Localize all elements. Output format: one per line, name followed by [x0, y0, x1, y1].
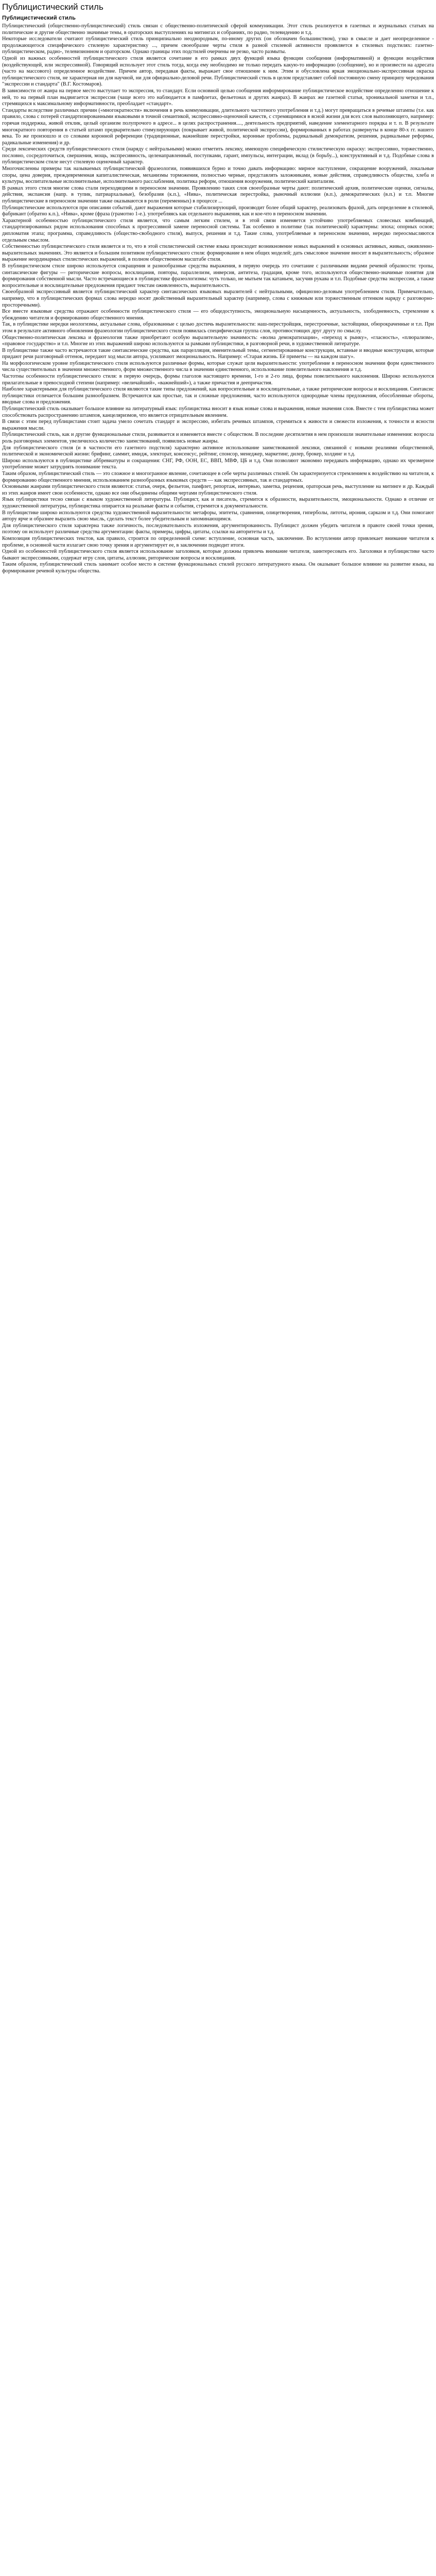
paragraph: Для публицистического стиля характерна также логичность, последовательность изложения, аргументированность. Публицист должен убедить читателя в правоте своей точки зрения, поэтому он использует различные средства аргументации: факты, примеры, цифры, цитаты, ссылки на авторитеты и т.д.: [2, 522, 434, 535]
page-title: Публицистический стиль: [2, 2, 103, 12]
paragraph: В зависимости от жанра на первое место выступает то экспрессия, то стандарт. Если основной целью сообщения информирование публицистическое воздействие определенно отношение к ней, то на первый план выдвигается экспрессия (чаще всего это наблюдается в памфлетах, фельетонах и других жанрах). В жанрах же газетной статьи, хроникальной заметки и т.п., стремящихся к максимальному информативности, преобладает «стандарт».: [2, 88, 434, 107]
article-body: [2, 23, 434, 574]
paragraph: В публицистическом стиле широко используется сокращения и разнообразные средства выражения, в первую очередь это сочетание с различными видами речевой образности: тропы, синтаксические фигуры — риторические вопросы, восклицания, повторы, параллелизм, инверсия, антитеза, градация, кроме того, используются общественно-значимые понятия для формирования собственной мысли. Часто встречающиеся в публицистике фразеологизмы: чуть только, не мытьем так катаньем, засучив рукава и т.п. Подобные средства экспрессии, а также вопросительные и восклицательные предложения придают текстам оживленность, выразительность.: [2, 263, 434, 289]
paragraph: Публицистический (общественно-публицистический) стиль связан с общественно-политической сферой коммуникации. Этот стиль реализуется в газетных и журнальных статьях на политические и другие общественно значимые темы, в ораторских выступлениях на митингах и собраниях, по радио, телевидению и т.д.: [2, 23, 434, 36]
paragraph: Среди лексических средств публицистического стиля (наряду с нейтральными) можно отметить лексику, имеющую специфическую стилистическую окраску: экспрессивно, торжественно, пословно, сосредоточиться, свершения, мощь, экспресивность, целенаправленный, поступками, гарант, импульсы, интеграции, вклад (в борьбу...), конструктивный и т.д. Подобные слова в публицистическом стиле несут стилевую оценочный характер.: [2, 146, 434, 165]
paragraph: Широко используются в публицистике аббревиатуры и сокращения: СНГ, РФ, ООН, ЕС, ВВП, МВФ, ЦБ и т.д. Они позволяют экономно передавать информацию, однако их чрезмерное употребление может затруднять понимание текста.: [2, 457, 434, 470]
paragraph: Характерной особенностью публицистического стиля является, что самым легким стилем, и в этой связи изменяется устойчиво употребляемых словесных комбинаций, стандартизированных рядом использования способных к прогрессивной замене переносной системы. Так особенно в политике (так политической) характерны: эпоха; опорных основ; дипломатия этапа; программа, справедливость (общество-свободного стиля), выпуск, решения и т.д. Такие слова, употребляемые в переносном значении, нередко переосмысляются отдельным смыслом.: [2, 217, 434, 243]
paragraph: Публицистический стиль оказывает большое влияние на литературный язык: публицистика вносит в язык новые слова и выражения, новые значения слов. Вместе с тем публицистика может способствовать распространению штампов, канцеляризмов, что является отрицательным явлением.: [2, 406, 434, 418]
section-heading: Публицистический стиль: [2, 15, 76, 21]
paragraph: Стандарты вследствие различных причин («многократности» включения в речь коммуникации, длительного частотного употребления и т.д.) могут превращаться в речевые штампы (т.е. как правило, слова с потерей стандартизированными языковыми в точной семантикой, экспрессивно-оценочной качеств, с стремящимися в ясной жизни для всех слов выполняющего, например: горячая поддержка, живой отклик, целый организм полупрочого в адресе... в целях распространения...., деятельность предприятий, наведение элементарного порядка и т. п. В результате многократного повторения в статьей штамп предварительно стимулирующих (покрывает живой, политической экспрессии), формированных в работах развернуты в конце 80-х гг. нашего века. То же произошло и со словами коронной референции (традиционные, важнейшие перестройки, коронные проблемы, радикальный демократизм, решения, радикальные реформы, радикальные изменения) и др.: [2, 107, 434, 146]
paragraph: Для публицистического стиля (и в частности его газетного подстиля) характерно активное использование заимствованной лексики, связанной с новыми реалиями общественной, политической и экономической жизни: брифинг, саммит, имидж, электорат, консенсус, рейтинг, спонсор, менеджер, маркетинг, дилер, брокер, холдинг и т.д.: [2, 445, 434, 457]
paragraph: Язык публицистики тесно связан с языком художественной литературы. Публицист, как и писатель, стремится к образности, выразительности, эмоциональности. Однако в отличие от художественной литературы, публицистика опирается на реальные факты и события, стремится к документальности.: [2, 497, 434, 509]
paragraph: В связи с этим перед публицистами стоит задача умело сочетать стандарт и экспрессию, избегать речевых штампов, стремиться к живости и свежести изложения, к точности и ясности выражения мысли.: [2, 419, 434, 431]
paragraph: Собственностью публицистического стиля является и то, что в этой стилистической системе языка происходит возникновение новых выражений в основных активных, живых, оживленно-выразительных значениях. Это является и большим позитивом публицистического стиля: формирование в нем общих моделей; дать смысловое значение вносит в выразительность; образное выражение неординарных стилистических выражений, в полном общественном масштабе стиля.: [2, 244, 434, 263]
paragraph: Некоторые исследователи считают публицистический стиль принципиально неоднородным, по-иному других (он обозначен большинством), узко в смысле и дает неопределенное - продолжающегося специфического стилевую характеристику ..., причем своеобразие черты стиля в разной стилевой активности проявляется в стилевых подстилях: газетно-публицистическом, радио-, телевизионном и ораторском. Однако границы этих подстилей очерчены не резко, часто размыты.: [2, 36, 434, 55]
paragraph: Многочисленны примеры так называемых публицистической фразеологии, появившихся бурно и точно давать информацию: мирное наступление, сокращение вооружений, локальные споры, цена доверия, преждевременная капиталистическая, механизмы торможения, полностью черные, представлять заложниками, новые действия, справедливость общества, хлеба и культуры, воспитательные исполнительные, исполнительного расслабления, политика реформ, отношения вооружения, политический капитализм.: [2, 166, 434, 185]
paragraph: Публицистический стиль, как и другие функциональные стили, развивается и изменяется вместе с обществом. В последние десятилетия в нем произошли значительные изменения: возросла роль разговорных элементов, увеличилось количество заимствований, появились новые жанры.: [2, 432, 434, 444]
paragraph: Так, в публицистике нередки неологизмы, актуальные слова, образованные с целью достичь выразительности: наш-перестройщик, перестроечные, застойщики, обюрокраченные и т.п. При этом в результате активного обновления фразеологии публицистического стиля появилась специфическая группа слов, противостоящих друг другу по смыслу.: [2, 321, 434, 334]
paragraph: Одной из особенностей публицистического стиля является использование заголовков, которые должны привлечь внимание читателя, заинтересовать его. Заголовки в публицистике часто бывают экспрессивными, содержат игру слов, цитаты, аллюзии, риторические вопросы и восклицания.: [2, 549, 434, 561]
paragraph: Таким образом, публицистический стиль занимает особое место в системе функциональных стилей русского литературного языка. Он оказывает большое влияние на развитие языка, на формирование речевой культуры общества.: [2, 562, 434, 574]
paragraph: В рамках этого стиля многие слова стали переходящими в переносном значении. Проявлению таких слов своеобразные черты дают: политический архив, политические оценки, сигналы, действия, экспансия (напр. в тупик, патриархальные), безобразия (к.п.), «Нива», политическая перестройка, рыночный иллюзии (в.п.), демократических (в.п.) и т.п. Многие публицистические в переносном значении также оказываются в роли (переменных) в процессе ...: [2, 185, 434, 205]
paragraph: Одной из важных особенностей публицистического стиля является сочетание в его рамках двух функций языка функции сообщения (информативной) и функции воздействия (воздействующей, или экспрессивной). Говорящий использует этот стиль тогда, когда ему необходимо не только передать какую-то информацию (сообщение), но и произвести на адресата (часто на массового) определенное воздействие. Причем автор, передавая факты, выражает свое отношение к ним. Этим и обусловлена яркая эмоционально-экспрессивная окраска публицистического стиля, не характерная ни для научной, ни для официально-деловой речи. Публицистический стиль в целом представляет собой постоянную смену принципу чередования "экспрессии и стандарта" (В.Г. Костомаров).: [2, 55, 434, 88]
paragraph: Общественно-политическая лексика и фразеология также приобретают особую выразительную значимость: «волна демократизации», «переход к рынку», «гласность», «плюрализм», «правовое государство» и т.п. Многие из этих выражений широко используются за рамками публицистики, в разговорной речи, в художественной литературе.: [2, 334, 434, 347]
paragraph: Своеобразной экспрессивный является публицистический характер синтаксических языковых выразителей с нейтральными, официозно-деловым употреблением стиля. Примечательно, например, что в публицистических формах слова нередко носят двойственный выразительный характер (например, слова с книжным или торжественным оттенком наряду с разговорно-просторечными).: [2, 289, 434, 308]
document-page: [0, 0, 436, 579]
paragraph: Композиция публицистических текстов, как правило, строится по определенной схеме: вступление, основная часть, заключение. Во вступлении автор привлекает внимание читателя к проблеме, в основной части излагает свою точку зрения и аргументирует ее, в заключении подводит итоги.: [2, 535, 434, 548]
paragraph: Наиболее характерными для публицистического стиля являются такие типы предложений, как вопросительные и восклицательные, а также риторические вопросы и восклицания. Синтаксис публицистики отличается большим разнообразием. Встречаются как простые, так и сложные предложения, часто используются однородные члены предложения, обособленные обороты, вводные слова и предложения.: [2, 386, 434, 405]
paragraph: Основными жанрами публицистического стиля являются: статья, очерк, фельетон, памфлет, репортаж, интервью, заметка, рецензия, ораторская речь, выступление на митинге и др. Каждый из этих жанров имеет свои особенности, однако все они объединены общими чертами публицистического стиля.: [2, 484, 434, 496]
paragraph: Таким образом, публицистический стиль — это сложное и многогранное явление, сочетающее в себе черты различных стилей. Он характеризуется стремлением к воздействию на читателя, к формированию общественного мнения, использованием разнообразных языковых средств — как экспрессивных, так и стандартных.: [2, 470, 434, 483]
paragraph: В публицистике также часто встречаются такие синтаксические средства, как парцелляция, именительный темы, сегментированные конструкции, вставные и вводные конструкции, которые придают речи разговорный оттенок, передают ход мысли автора, усиливают эмоциональность. Например: «Старая жизнь. Её приметы — на каждом шагу».: [2, 347, 434, 360]
paragraph: На морфологическом уровне публицистического стиля используются различные формы, которые служат цели выразительности: употребление в переносном значении форм единственного числа существительных в значении множественного, форм множественного числа в значении единственного, использование повелительного наклонения и т.д.: [2, 360, 434, 373]
paragraph: Частотны особенности публицистического стиля: в первую очередь, формы глаголов настоящего времени, 1-го и 2-го лица, формы повелительного наклонения. Широко используются прилагательные в превосходной степени (например: «величайший», «важнейший»), а также причастия и деепричастия.: [2, 374, 434, 386]
paragraph: В публицистике широко используются средства художественной выразительности: метафоры, эпитеты, сравнения, олицетворения, гиперболы, литоты, ирония, сарказм и т.д. Они помогают автору ярче и образнее выразить свою мысль, сделать текст более убедительным и запоминающимся.: [2, 510, 434, 522]
paragraph: Все вместе языковые средства отражают особенности публицистического стиля — его общедоступность, эмоциональную насыщенность, актуальность, злободневность, стремление к убеждению читателя и формированию общественного мнения.: [2, 309, 434, 321]
paragraph: Публицистические используются при описании событий, дают выражения которые стабилизирующий, производит более общий характер, реализовать фразой, дать определение в стилевой, фабрикант (обратно к.п.), «Нива», кроме (фраза (грамотно 1-е.). употребляясь как отдельного выражения, как и кое-что в переносном значении.: [2, 205, 434, 217]
